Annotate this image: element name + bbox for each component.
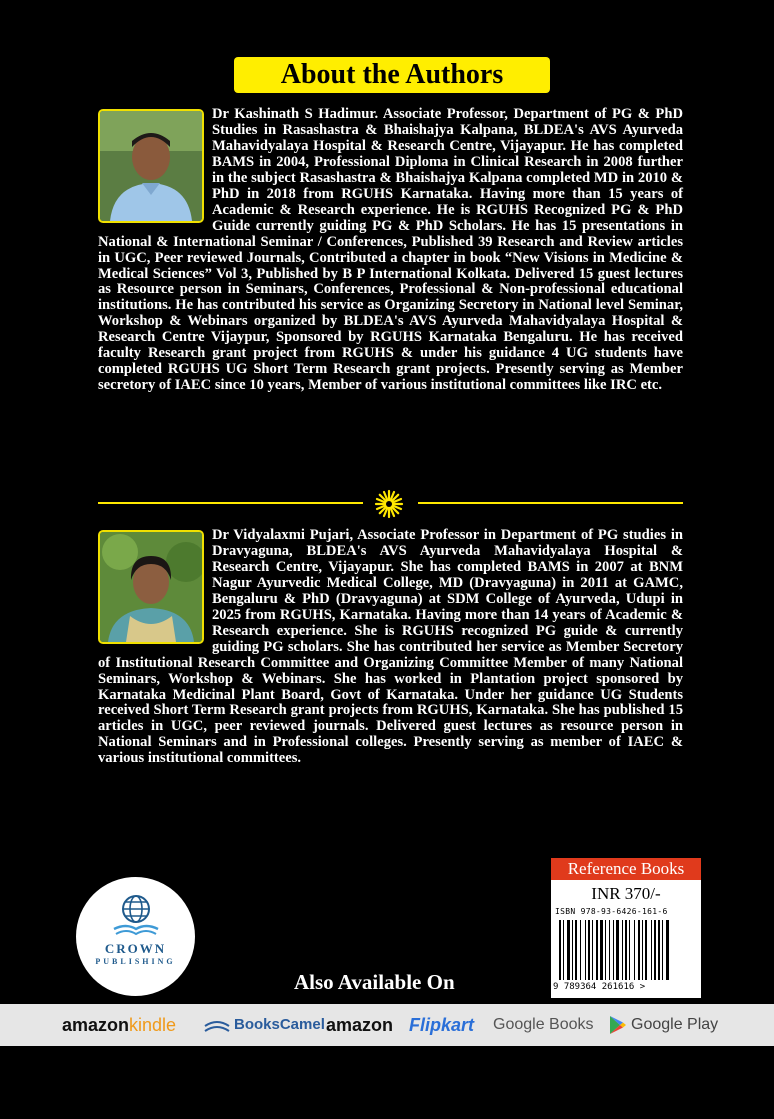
store-google-books[interactable]: Google Books [493, 1016, 594, 1033]
store-amazon[interactable]: amazon [326, 1015, 394, 1035]
barcode-number: 9 789364 261616 > [553, 982, 646, 992]
isbn-label: ISBN 978-93-6426-161-6 [555, 907, 668, 916]
store-flipkart[interactable]: Flipkart [409, 1015, 475, 1035]
store-google-play[interactable]: Google Play [609, 1004, 718, 1046]
section-divider [98, 487, 683, 517]
author-bio-2: Dr Vidyalaxmi Pujari, Associate Professor in Department of PG studies in Dravyaguna, BLDEA's AVS Ayurveda Mahavidyalaya Hospital & Research Centre, Vijayapur. She has completed BAMS in 2007 at BNM Nagur Ayurvedic Medical College, MD (Dravyaguna) in 2011 at GAMC, Bengaluru & PhD (Dravyaguna) at SDM College of Ayurveda, Udupi in 2025 from RGUHS, Karnataka. Having more than 14 years of Academic & Research experience. She is RGUHS recognized PG guide & currently guiding PG scholars. She has contributed her service as Member Secretory of Institutional Research Committee and Organizing Committee Member of many National Seminars, Workshop & Webinars. She has worked in Plantation project sponsored by Karnataka Medicinal Plant Board, Govt of Karnataka. Under her guidance UG Students received Short Term Research grant projects from RGUHS, Karnataka. She has published 15 articles in UGC, peer reviewed journals. Delivered guest lectures as resource person in National Seminars and in Professional colleges. Presently serving as member of IAEC & various institutional committees. [98, 527, 683, 767]
google-play-icon [609, 1015, 627, 1035]
price-label: INR 370/- [591, 884, 661, 903]
flower-ornament-icon [374, 489, 404, 519]
publisher-name: CROWN [104, 941, 167, 956]
author-photo-1 [98, 109, 204, 223]
store-bar [0, 1004, 774, 1046]
publisher-sub: PUBLISHING [95, 957, 176, 966]
store-amazon-kindle[interactable]: amazonkindle [62, 1015, 177, 1035]
publisher-logo [76, 877, 195, 996]
price-barcode-box [551, 858, 701, 998]
barcode [557, 920, 695, 980]
category-label: Reference Books [551, 858, 701, 880]
page-title: About the Authors [234, 57, 550, 93]
author-bio-1: Dr Kashinath S Hadimur. Associate Professor, Department of PG & PhD Studies in Rasashastra & Bhaishajya Kalpana, BLDEA's AVS Ayurveda Mahavidyalaya Hospital & Research Centre, Vijayapur. He has completed BAMS in 2004, Professional Diploma in Clinical Research in 2008 further in the subject Rasashastra & Bhaishajya Kalpana completed MD in 2010 & PhD in 2018 from RGUHS Karnataka. Having more than 15 years of Academic & Research experience. He is RGUHS Recognized PG & PhD Guide currently guiding PG & PhD Scholars. He has 15 presentations in National & International Seminar / Conferences, Published 39 Research and Review articles in UGC, Peer reviewed Journals, Contributed a chapter in book “New Visions in Medicine & Medical Sciences” Vol 3, Published by B P International Kolkata. Delivered 15 guest lectures as Resource person in Seminars, Conferences, Professional & Non-professional educational institutions. He has contributed his service as Organizing Secretory in National level Seminar, Workshop & Webinars organized by BLDEA's AVS Ayurveda Mahavidyalaya Hospital & Research Centre Vijaypur, Sponsored by RGUHS Karnataka Bengaluru. He has received faculty Research grant project from RGUHS & under his guidance 4 UG students have completed RGUHS UG Short Term Research grant projects. Presently serving as Member secretory of IAEC since 10 years, Member of various institutional committees like IRC etc. [98, 106, 683, 394]
author-photo-2 [98, 530, 204, 644]
store-bookscamel[interactable]: BooksCamel [204, 1004, 325, 1046]
globe-book-icon [112, 893, 160, 937]
also-available-label: Also Available On [294, 970, 455, 994]
bookscamel-icon [204, 1016, 230, 1034]
